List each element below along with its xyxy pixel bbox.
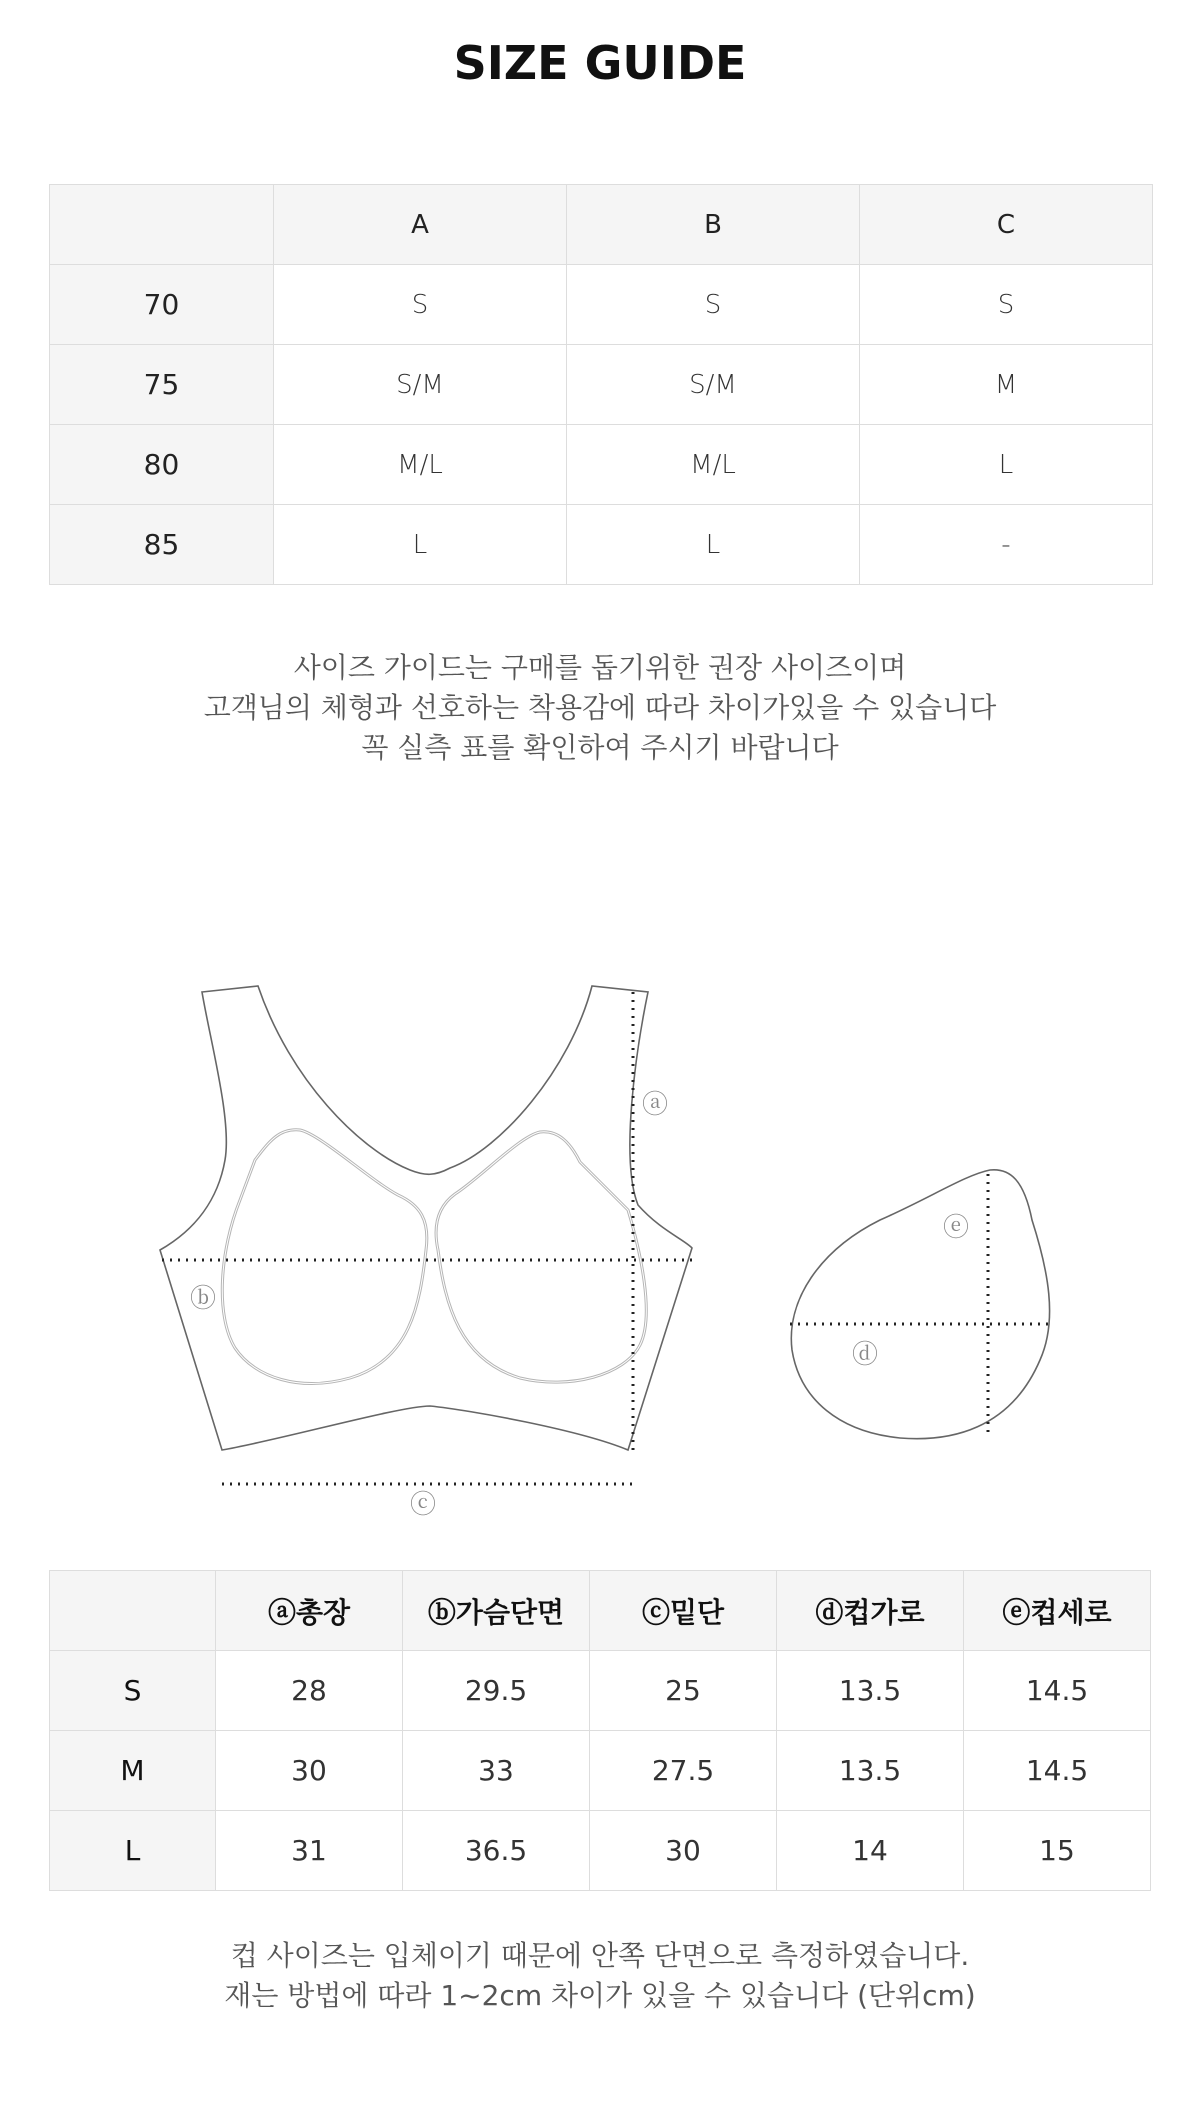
note-line: 컵 사이즈는 입체이기 때문에 안쪽 단면으로 측정하였습니다.: [230, 1939, 970, 1972]
measure-cell: 25: [590, 1651, 777, 1731]
size-cell: S: [567, 265, 860, 345]
measure-cell: 30: [590, 1811, 777, 1891]
label-d: ⓓ: [852, 1340, 879, 1370]
note-line: 재는 방법에 따라 1~2cm 차이가 있을 수 있습니다 (단위cm): [224, 1979, 976, 2012]
size-cell: -: [860, 505, 1153, 585]
table-row: [50, 1811, 1151, 1891]
right-cup: [436, 1132, 646, 1382]
measure-cell: 36.5: [403, 1811, 590, 1891]
measure-cell: 15: [964, 1811, 1151, 1891]
label-e: ⓔ: [943, 1213, 970, 1243]
measurement-table-header: [50, 1571, 1151, 1651]
table-row: [50, 345, 1153, 425]
label-c: ⓒ: [410, 1490, 437, 1520]
left-cup: [222, 1130, 427, 1384]
size-table-header: [50, 185, 1153, 265]
measure-cell: 14.5: [964, 1651, 1151, 1731]
size-cell: S/M: [274, 345, 567, 425]
size-table-col-b: B: [567, 185, 860, 265]
label-b: ⓑ: [190, 1284, 217, 1314]
measure-cell: 29.5: [403, 1651, 590, 1731]
measure-cell: 27.5: [590, 1731, 777, 1811]
note-line: 사이즈 가이드는 구매를 돕기위한 권장 사이즈이며: [293, 651, 907, 684]
size-label: S: [50, 1651, 216, 1731]
col-chest-width: ⓑ가슴단면: [403, 1571, 590, 1651]
note-line: 고객님의 체형과 선호하는 착용감에 따라 차이가있을 수 있습니다: [203, 691, 997, 724]
note-line: 꼭 실측 표를 확인하여 주시기 바랍니다: [361, 731, 839, 764]
cup-profile-outline: [791, 1170, 1049, 1439]
measure-cell: 14.5: [964, 1731, 1151, 1811]
col-cup-height: ⓔ컵세로: [964, 1571, 1151, 1651]
measure-cell: 28: [216, 1651, 403, 1731]
col-cup-width: ⓓ컵가로: [777, 1571, 964, 1651]
size-guide-note: [0, 648, 1200, 768]
size-label: M: [50, 1731, 216, 1811]
measure-cell: 33: [403, 1731, 590, 1811]
band-label: 85: [50, 505, 274, 585]
size-cell: L: [860, 425, 1153, 505]
table-row: [50, 1731, 1151, 1811]
measurement-diagram: [0, 930, 1200, 1520]
table-row: [50, 1651, 1151, 1731]
measure-cell: 13.5: [777, 1651, 964, 1731]
size-cell: M/L: [274, 425, 567, 505]
col-hem: ⓒ밑단: [590, 1571, 777, 1651]
measure-cell: 14: [777, 1811, 964, 1891]
band-label: 70: [50, 265, 274, 345]
band-label: 75: [50, 345, 274, 425]
measurement-table: [49, 1570, 1151, 1891]
size-label: L: [50, 1811, 216, 1891]
size-cell: M: [860, 345, 1153, 425]
size-cell: L: [274, 505, 567, 585]
size-cell: S: [860, 265, 1153, 345]
measure-cell: 31: [216, 1811, 403, 1891]
measurement-table-corner: [50, 1571, 216, 1651]
table-row: [50, 505, 1153, 585]
size-table-corner: [50, 185, 274, 265]
bra-outline: [160, 986, 692, 1450]
size-table: [49, 184, 1153, 585]
size-cell: S/M: [567, 345, 860, 425]
col-total-length: ⓐ총장: [216, 1571, 403, 1651]
table-row: [50, 265, 1153, 345]
page-title: SIZE GUIDE: [453, 36, 747, 90]
size-cell: L: [567, 505, 860, 585]
label-a: ⓐ: [642, 1090, 669, 1120]
table-row: [50, 425, 1153, 505]
size-cell: S: [274, 265, 567, 345]
size-cell: M/L: [567, 425, 860, 505]
measure-cell: 30: [216, 1731, 403, 1811]
size-table-col-c: C: [860, 185, 1153, 265]
measurement-note: [0, 1936, 1200, 2016]
measure-cell: 13.5: [777, 1731, 964, 1811]
band-label: 80: [50, 425, 274, 505]
size-table-col-a: A: [274, 185, 567, 265]
